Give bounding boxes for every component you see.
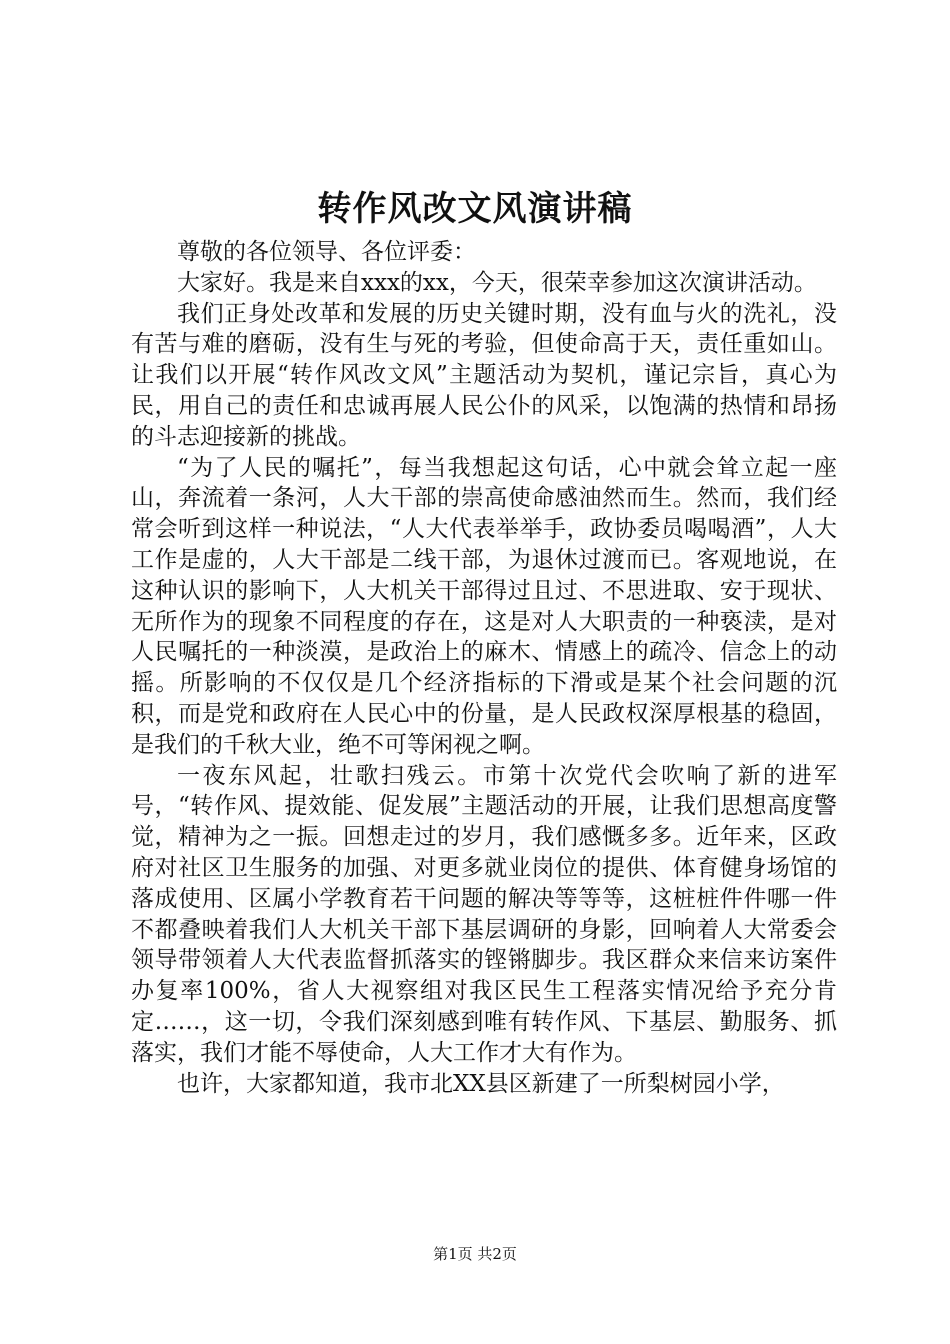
paragraph-greeting: 大家好。我是来自xxx的xx，今天，很荣幸参加这次演讲活动。 (177, 269, 817, 296)
paragraph-salutation: 尊敬的各位领导、各位评委： (177, 239, 476, 265)
document-title: 转作风改文风演讲稿 (317, 189, 633, 229)
paragraph-east-wind: 一夜东风起，壮歌扫残云。市第十次党代会吹响了新的进军号，“转作风、提效能、促发展”主题活动的开展，让我们思想高度警觉，精神为之一振。回想走过的岁月，我们感慨多多。近年来，区政府对社区卫生服务的加强、对更多就业岗位的提供、体育健身场馆的落成使用、区属小学教育若干问题的解决等等等，这桩桩件件哪一件不都叠映着我们人大机关干部下基层调研的身影，回响着人大常委会领导带领着人大代表监督抓落实的铿锵脚步。我区群众来信来访案件办复率100%，省人大视察组对我区民生工程落实情况给予充分肯定……，这一切，令我们深刻感到唯有转作风、下基层、勤服务、抓落实，我们才能不辱使命，人大工作才大有作为。 (131, 762, 837, 1066)
paragraph-entrustment: “为了人民的嘱托”，每当我想起这句话，心中就会耸立起一座山，奔流着一条河，人大干部的崇高使命感油然而生。然而，我们经常会听到这样一种说法，“人大代表举举手，政协委员喝喝酒”，人大工作是虚的，人大干部是二线干部，为退休过渡而已。客观地说，在这种认识的影响下，人大机关干部得过且过、不思进取、安于现状、无所作为的现象不同程度的存在，这是对人大职责的一种亵渎，是对人民嘱托的一种淡漠，是政治上的麻木、情感上的疏冷、信念上的动摇。所影响的不仅仅是几个经济指标的下滑或是某个社会问题的沉积，而是党和政府在人民心中的份量，是人民政权深厚根基的稳固，是我们的千秋大业，绝不可等闲视之啊。 (131, 454, 837, 758)
paragraph-school: 也许，大家都知道，我市北XX县区新建了一所梨树园小学， (177, 1070, 785, 1097)
document-body (131, 237, 837, 1099)
paragraph-mission: 我们正身处改革和发展的历史关键时期，没有血与火的洗礼，没有苦与难的磨砺，没有生与死的考验，但使命高于天，责任重如山。让我们以开展“转作风改文风”主题活动为契机，谨记宗旨，真心为民，用自己的责任和忠诚再展人民公仆的风采，以饱满的热情和昂扬的斗志迎接新的挑战。 (131, 300, 837, 450)
page-footer: 第1页 共2页 (433, 1245, 517, 1263)
